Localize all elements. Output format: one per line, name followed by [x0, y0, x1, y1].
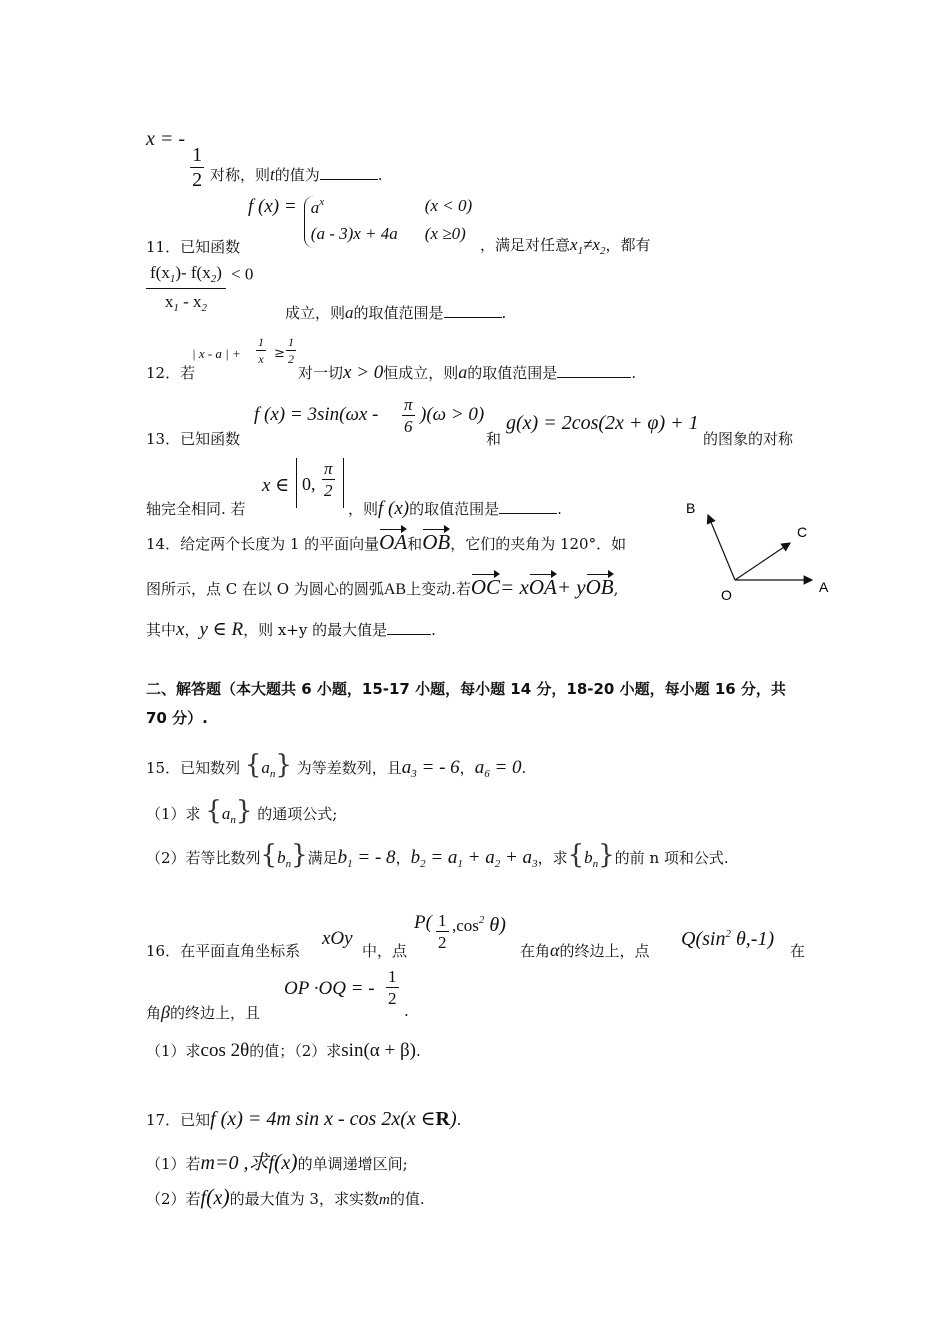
vector-ob: [708, 515, 735, 580]
answer-blank: [499, 501, 557, 514]
answer-blank: [557, 365, 631, 378]
formula-lhs: x = -: [146, 128, 186, 150]
vector-diagram: [680, 495, 840, 610]
answer-blank: [387, 622, 431, 635]
fraction: $\frac{1}{2}$: [192, 144, 203, 191]
q11-line2: 成立，则a的取值范围是 .: [285, 303, 507, 322]
section-heading: 二、解答题（本大题共 6 小题，15-17 小题，每小题 14 分，18-20 小题，每小题 16 分，共: [146, 680, 786, 698]
q15-part2: （2）若等比数列$\{b_n\}$满足$b_1$ = - 8，$b_2 = a_1 + a_2 + a_3$，求$\{b_n\}$的前 n 项和公式.: [146, 840, 729, 870]
q14-line1: 14．给定两个长度为 1 的平面向量OA和OB，它们的夹角为 120°．如: [146, 530, 627, 554]
q11-piecewise: f (x) = $a^x$ (x < 0) (a - 3)x + 4a (x ≥0): [248, 196, 535, 248]
label-o: O: [721, 587, 732, 603]
top-formula: [146, 128, 204, 190]
answer-blank: [320, 167, 378, 180]
q14-line2: 图所示，点 C 在以 O 为圆心的圆弧AB上变动.若OC= xOA+ yOB,: [146, 575, 619, 599]
q11-inequality: $\frac{f(x_1)- f(x_2)}{x_1 - x_2}$ < 0: [146, 264, 253, 314]
q17-part2: （2）若f(x)的最大值为 3，求实数m的值.: [146, 1184, 425, 1209]
q14-line3: 其中x，y ∈ R，则 x+y 的最大值是 .: [146, 619, 436, 640]
q17-line1: 17．已知f (x) = 4m sin x - cos 2x(x ∈R).: [146, 1108, 462, 1130]
q17-part1: （1）若m=0 ,求f(x)的单调递增区间;: [146, 1149, 408, 1174]
vector-oc: [735, 543, 790, 580]
q16-parts: （1）求cos 2θ的值；（2）求sin(α + β).: [146, 1040, 421, 1061]
q15-part1: （1）求 $\{a_n\}$ 的通项公式;: [146, 796, 338, 826]
q11-line1: 11．已知函数: [146, 238, 241, 256]
q11-line1b: ，满足对任意$x_1\ne x_2$，都有: [480, 235, 651, 257]
label-b: B: [686, 500, 696, 516]
q15-line1: 15．已知数列 $\{a_n\}$ 为等差数列，且$a_3$ = - 6，$a_6 = 0$.: [146, 750, 527, 780]
label-a: A: [819, 579, 829, 595]
section-heading-2: 70 分）.: [146, 709, 208, 727]
answer-blank: [444, 305, 502, 318]
top-text: 对称，则t的值为 .: [210, 165, 383, 184]
label-c: C: [797, 524, 808, 540]
